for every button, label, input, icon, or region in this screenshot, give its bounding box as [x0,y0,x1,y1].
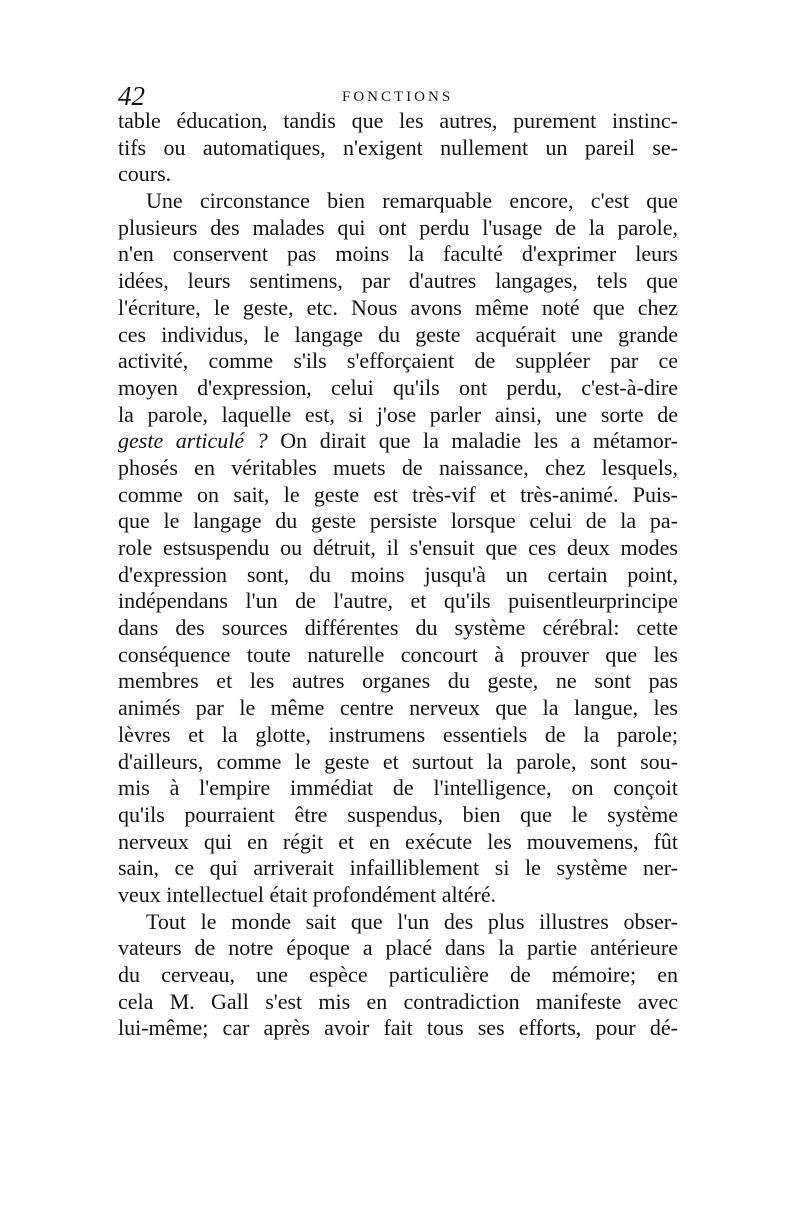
text-line: n'en conservent pas moins la faculté d'exprimer leurs [118,241,678,267]
running-head: FONCTIONS [342,89,454,105]
text-line: comme on sait, le geste est très-vif et très-animé. Puis- [118,481,678,507]
text-line: indépendans l'un de l'autre, et qu'ils puisentleurprincipe [118,588,678,614]
text-line: vateurs de notre époque a placé dans la partie antérieure [118,935,678,961]
text-line: dans des sources différentes du système cérébral: cette [118,615,678,641]
text-line: role estsuspendu ou détruit, il s'ensuit que ces deux modes [118,535,678,560]
text-line: d'ailleurs, comme le geste et surtout la parole, sont sou- [118,748,678,774]
text-line: que le langage du geste persiste lorsque celui de la pa- [118,508,678,534]
text-line: sain, ce qui arriverait infailliblement si le système ner- [118,855,678,881]
text-line: moyen d'expression, celui qu'ils ont perdu, c'est-à-dire [118,374,678,400]
text-line: du cerveau, une espèce particulière de mémoire; en [118,962,678,987]
text-line: table éducation, tandis que les autres, purement instinc- [118,108,678,133]
text-line: la parole, laquelle est, si j'ose parler ainsi, une sorte de [118,401,678,427]
text-line: Tout le monde sait que l'un des plus illustres obser- [146,908,678,934]
text-line: qu'ils pourraient être suspendus, bien que le système [118,801,678,827]
italic-phrase: geste articulé ? [118,428,268,454]
text-line: nerveux qui en régit et en exécute les mouvemens, fût [118,828,678,854]
text-line: idées, leurs sentimens, par d'autres langages, tels que [118,268,678,294]
text-line: cours. [118,161,172,187]
text-line: cela M. Gall s'est mis en contradiction manifeste avec [118,988,678,1014]
text-line: veux intellectuel était profondément altéré. [118,881,497,907]
page-number: 42 [118,81,145,111]
text-line: activité, comme s'ils s'efforçaient de suppléer par ce [118,348,678,374]
text-line: lèvres et la glotte, instrumens essentiels de la parole; [118,721,678,747]
text-line-italic-start [118,428,678,455]
text-line: lui-même; car après avoir fait tous ses efforts, pour dé- [118,1015,678,1041]
text-line: ces individus, le langage du geste acquérait une grande [118,321,678,347]
text-line: conséquence toute naturelle concourt à prouver que les [118,641,678,667]
text-line: mis à l'empire immédiat de l'intelligence, on conçoit [118,775,678,801]
text-line: Une circonstance bien remarquable encore, c'est que [146,188,678,214]
text-line: plusieurs des malades qui ont perdu l'usage de la parole, [118,214,678,240]
text-line: l'écriture, le geste, etc. Nous avons même noté que chez [118,294,678,320]
text-line: phosés en véritables muets de naissance, chez lesquels, [118,454,678,480]
page-header [118,82,678,110]
text-line: d'expression sont, du moins jusqu'à un certain point, [118,561,678,587]
page-body [118,108,678,1042]
text-line-rest: On dirait que la maladie les a métamor- [267,428,678,454]
text-line: tifs ou automatiques, n'exigent nullement un pareil se- [118,134,678,160]
text-line: animés par le même centre nerveux que la langue, les [118,695,678,721]
text-line: membres et les autres organes du geste, ne sont pas [118,668,678,694]
